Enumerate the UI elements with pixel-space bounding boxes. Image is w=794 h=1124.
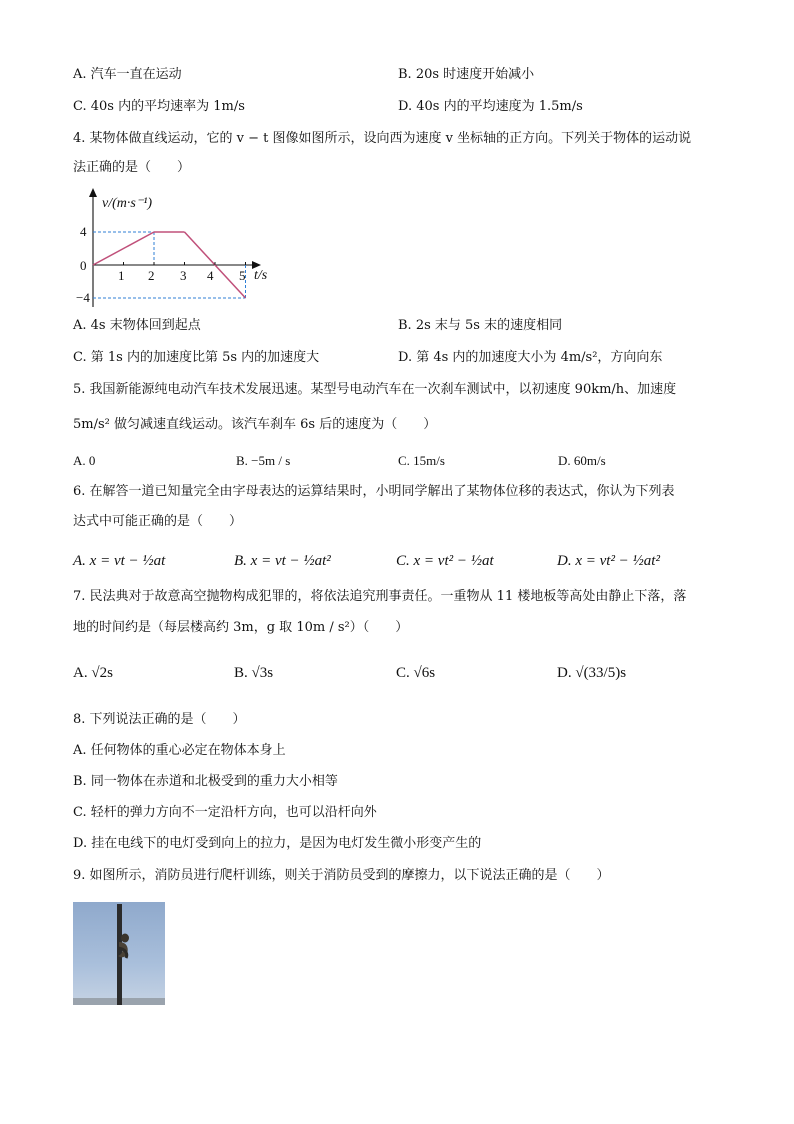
q6-option-b: B. x = vt − ½at² bbox=[234, 553, 331, 569]
q3-option-b: B. 20s 时速度开始减小 bbox=[398, 67, 535, 82]
q4-stem-line2: 法正确的是（ ） bbox=[73, 160, 191, 175]
q3-option-d: D. 40s 内的平均速度为 1.5m/s bbox=[398, 99, 583, 114]
y-tick-4: 4 bbox=[80, 224, 87, 239]
x-tick-1: 1 bbox=[118, 268, 125, 283]
q4-option-a: A. 4s 末物体回到起点 bbox=[73, 318, 201, 333]
q7-option-b: B. √3s bbox=[234, 665, 274, 681]
q5-option-a: A. 0 bbox=[73, 453, 96, 468]
q9-firefighter-photo bbox=[73, 902, 165, 1005]
q5-option-c: C. 15m/s bbox=[398, 453, 445, 468]
q5-stem-line1: 5. 我国新能源纯电动汽车技术发展迅速。某型号电动汽车在一次刹车测试中，以初速度 90km/h、加速度 bbox=[73, 382, 677, 397]
q5-stem-line2: 5m/s² 做匀减速直线运动。该汽车刹车 6s 后的速度为（ ） bbox=[73, 417, 437, 432]
q4-vt-graph bbox=[76, 187, 286, 312]
q5-option-b: B. −5m / s bbox=[236, 453, 291, 468]
x-tick-4: 4 bbox=[207, 268, 214, 283]
q7-stem-line1: 7. 民法典对于故意高空抛物构成犯罪的，将依法追究刑事责任。一重物从 11 楼地板等高处由静止下落，落 bbox=[73, 589, 687, 604]
q6-option-c: C. x = vt² − ½at bbox=[396, 553, 494, 569]
x-tick-2: 2 bbox=[148, 268, 155, 283]
y-axis-label: v/(m·s⁻¹) bbox=[102, 196, 153, 211]
x-tick-5: 5 bbox=[239, 268, 246, 283]
q8-option-d: D. 挂在电线下的电灯受到向上的拉力，是因为电灯发生微小形变产生的 bbox=[73, 836, 482, 851]
q7-stem-line2: 地的时间约是（每层楼高约 3m，g 取 10m / s²）（ ） bbox=[73, 620, 409, 635]
q4-option-b: B. 2s 末与 5s 末的速度相同 bbox=[398, 318, 563, 333]
q3-option-a: A. 汽车一直在运动 bbox=[73, 67, 182, 82]
vt-line-segment-1 bbox=[93, 232, 154, 265]
q6-stem-line1: 6. 在解答一道已知量完全由字母表达的运算结果时，小明同学解出了某物体位移的表达式，你认为下列表 bbox=[73, 484, 675, 499]
q4-stem-line1: 4. 某物体做直线运动，它的 v − t 图像如图所示，设向西为速度 v 坐标轴的正方向。下列关于物体的运动说 bbox=[73, 131, 692, 146]
y-tick-neg4: −4 bbox=[76, 290, 90, 305]
q6-stem-line2: 达式中可能正确的是（ ） bbox=[73, 514, 243, 529]
q7-option-a: A. √2s bbox=[73, 665, 113, 681]
q7-option-d: D. √(33/5)s bbox=[557, 665, 627, 681]
q6-option-d: D. x = vt² − ½at² bbox=[557, 553, 660, 569]
q9-stem: 9. 如图所示，消防员进行爬杆训练，则关于消防员受到的摩擦力，以下说法正确的是（ ） bbox=[73, 868, 610, 883]
q3-option-c: C. 40s 内的平均速率为 1m/s bbox=[73, 99, 245, 114]
q8-stem: 8. 下列说法正确的是（ ） bbox=[73, 712, 246, 727]
y-tick-0: 0 bbox=[80, 258, 87, 273]
q5-option-d: D. 60m/s bbox=[558, 453, 606, 468]
x-tick-3: 3 bbox=[180, 268, 187, 283]
y-axis-arrow-icon bbox=[89, 188, 97, 197]
q8-option-c: C. 轻杆的弹力方向不一定沿杆方向，也可以沿杆向外 bbox=[73, 805, 377, 820]
q4-option-d: D. 第 4s 内的加速度大小为 4m/s²，方向向东 bbox=[398, 350, 663, 365]
q8-option-a: A. 任何物体的重心必定在物体本身上 bbox=[73, 743, 286, 758]
x-axis-label: t/s bbox=[254, 268, 268, 283]
q6-option-a: A. x = vt − ½at bbox=[73, 553, 166, 569]
q4-option-c: C. 第 1s 内的加速度比第 5s 内的加速度大 bbox=[73, 350, 320, 365]
q7-option-c: C. √6s bbox=[396, 665, 436, 681]
q8-option-b: B. 同一物体在赤道和北极受到的重力大小相等 bbox=[73, 774, 338, 789]
